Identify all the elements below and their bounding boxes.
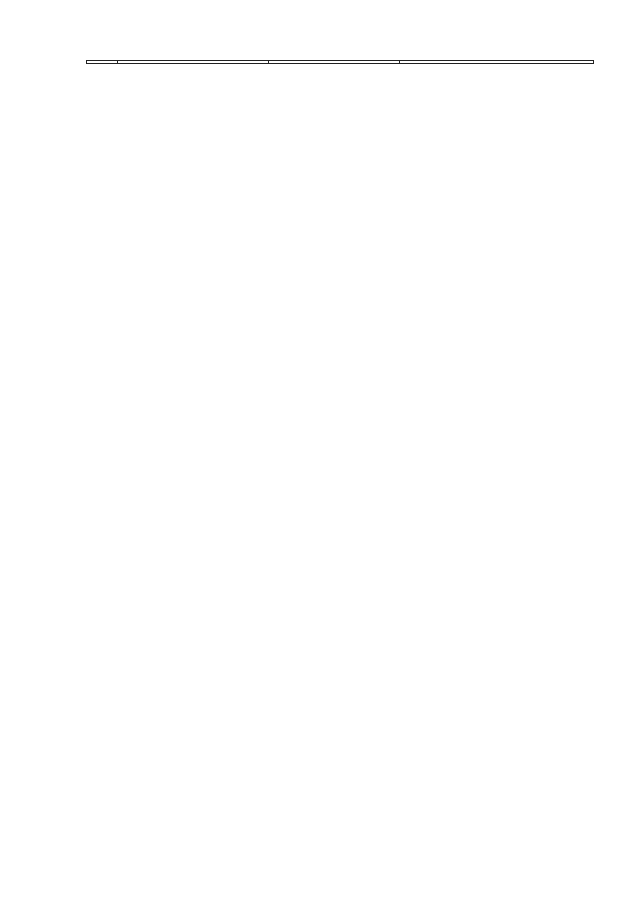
table-cell-empty [87,61,118,64]
table-cell-old-title [118,61,269,64]
amendment-table [86,60,594,64]
table-cell-grant-title [269,61,400,64]
table-cell-region [400,61,594,64]
table-row [87,61,594,64]
